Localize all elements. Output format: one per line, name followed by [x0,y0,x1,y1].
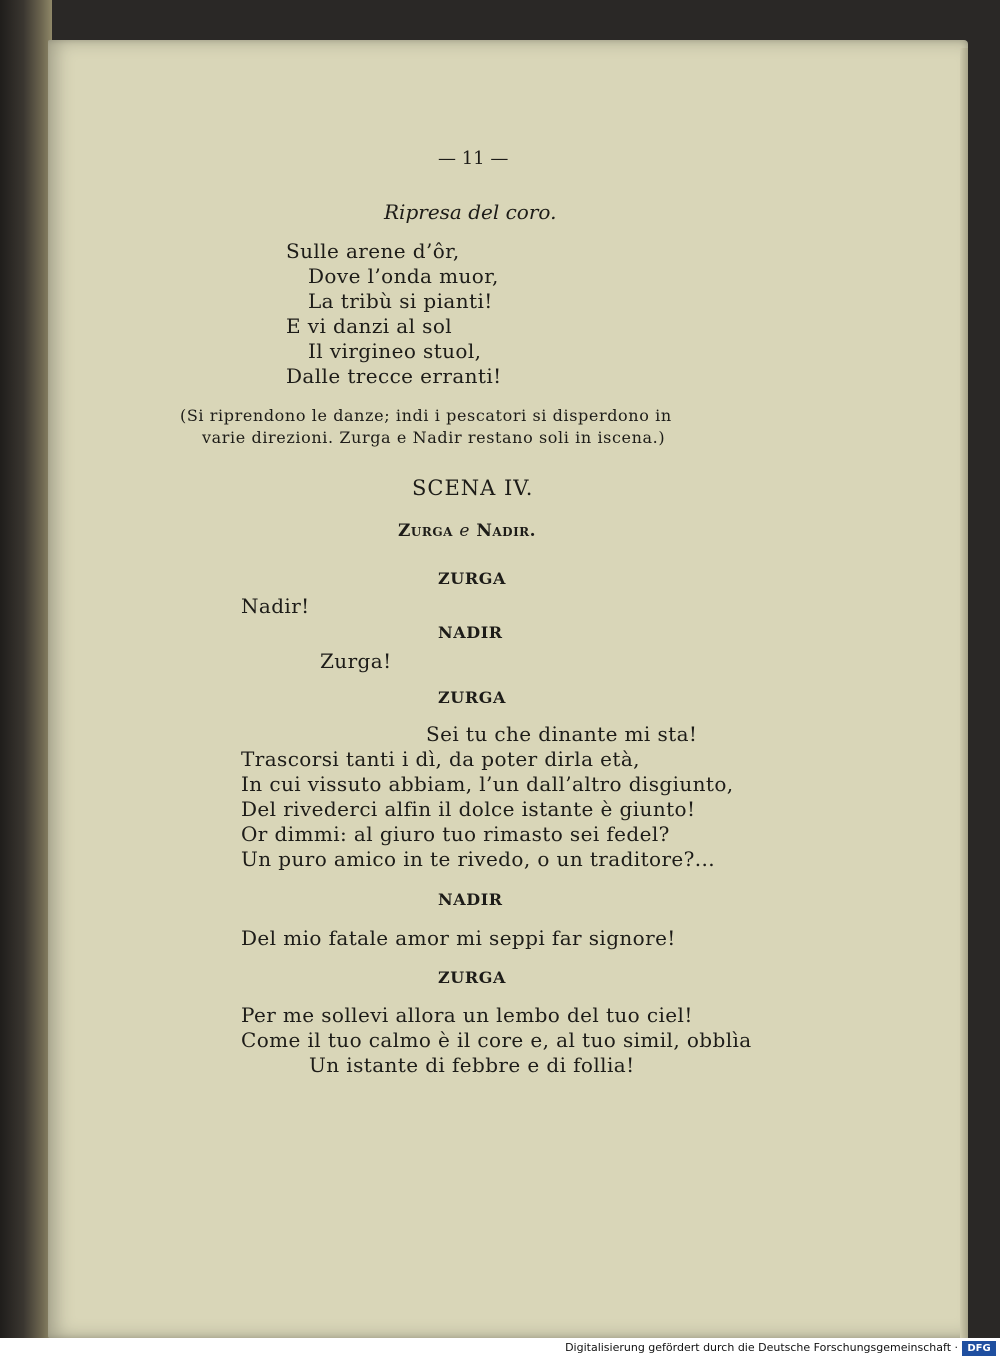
character-conjunction: e [459,521,470,541]
chorus-line: Sulle arene d’ôr, [286,239,460,263]
speaker-label: NADIR [438,623,503,642]
dialogue-line: Zurga! [320,649,392,673]
chorus-line: Il virgineo stuol, [308,339,482,363]
speaker-label: ZURGA [438,968,507,987]
dialogue-line: Come il tuo calmo è il core e, al tuo simil, obblìa [241,1028,752,1052]
scene-characters [398,521,536,541]
dialogue-line: Or dimmi: al giuro tuo rimasto sei fedel? [241,822,670,846]
character-name: Zurga [398,521,453,541]
scene-title: SCENA IV. [412,476,534,500]
ripresa-heading: Ripresa del coro. [384,200,557,224]
page-number: — 11 — [438,148,509,169]
dialogue-line: Per me sollevi allora un lembo del tuo ciel! [241,1003,693,1027]
dialogue-line: Sei tu che dinante mi sta! [426,722,698,746]
page-edge [960,48,968,1338]
dialogue-line: Un puro amico in te rivedo, o un traditore?... [241,847,716,871]
dialogue-line: Del mio fatale amor mi seppi far signore! [241,926,676,950]
chorus-line: E vi danzi al sol [286,314,453,338]
dialogue-line: Trascorsi tanti i dì, da poter dirla età, [241,747,640,771]
dialogue-line: In cui vissuto abbiam, l’un dall’altro disgiunto, [241,772,734,796]
speaker-label: ZURGA [438,688,507,707]
footer-bar [0,1338,1000,1360]
dialogue-line: Un istante di febbre e di follia! [309,1053,635,1077]
funding-credit: Digitalisierung gefördert durch die Deutsche Forschungsgemeinschaft · [565,1341,958,1354]
character-name: Nadir. [476,521,537,541]
chorus-line: La tribù si pianti! [308,289,493,313]
chorus-line: Dalle trecce erranti! [286,364,502,388]
dialogue-line: Nadir! [241,594,310,618]
dfg-logo: DFG [962,1341,996,1356]
chorus-line: Dove l’onda muor, [308,264,499,288]
speaker-label: NADIR [438,890,503,909]
stage-direction-line: varie direzioni. Zurga e Nadir restano soli in iscena.) [202,428,666,447]
stage-direction-line: (Si riprendono le danze; indi i pescatori si disperdono in [180,406,672,425]
dialogue-line: Del rivederci alfin il dolce istante è giunto! [241,797,696,821]
book-spine [0,0,52,1338]
book-page [48,40,968,1338]
speaker-label: ZURGA [438,569,507,588]
